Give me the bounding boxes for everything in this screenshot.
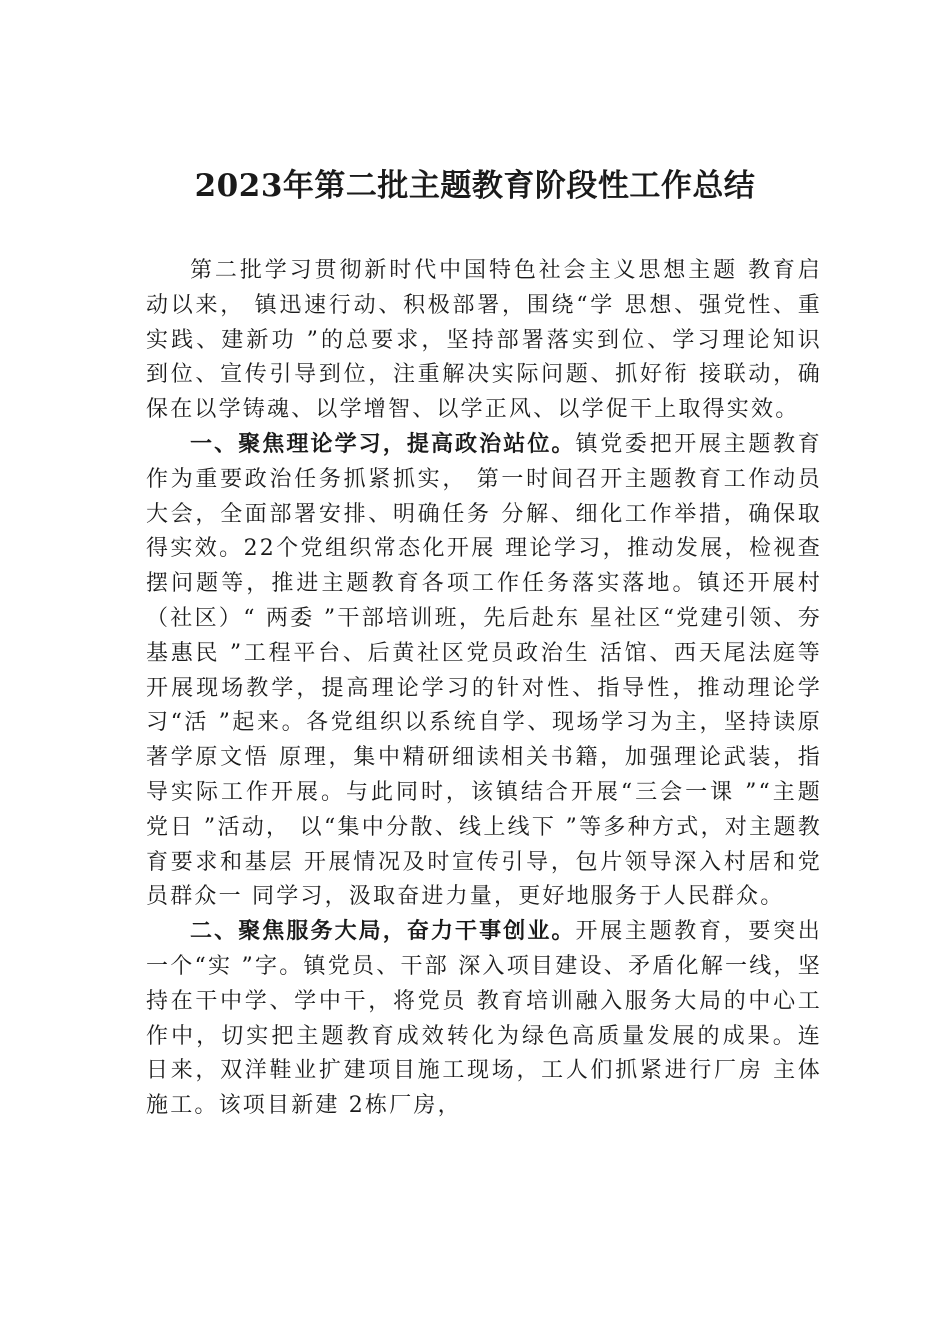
paragraph-text: 第二批学习贯彻新时代中国特色社会主义思想主题 教育启动以来， 镇迅速行动、积极部署，围绕“学 思想、强党性、重实践、建新功 ”的总要求，坚持部署落实到位、学习理论知识到位、宣传引导到位，注重解决实际问题、抓好衔 接联动，确保在以学铸魂、以学增智、以学正风、以学促干上取得实效。: [146, 258, 822, 423]
paragraph-text: 镇党委把开展主题教育作为重要政治任务抓紧抓实， 第一时间召开主题教育工作动员大会，全面部署安排、明确任务 分解、细化工作举措，确保取得实效。22个党组织常态化开展 理论学习，推动发展，检视查摆问题等，推进主题教育各项工作任务落实落地。镇还开展村（社区）“ 两委 ”干部培训班，先后赴东 星社区“党建引领、夯基惠民 ”工程平台、后黄社区党员政治生 活馆、西天尾法庭等开展现场教学，提高理论学习的针对性、指导性，推动理论学习“活 ”起来。各党组织以系统自学、现场学习为主，坚持读原著学原文悟 原理，集中精研细读相关书籍，加强理论武装，指导实际工作开展。与此同时，该镇结合开展“三会一课 ”“主题党日 ”活动， 以“集中分散、线上线下 ”等多种方式，对主题教育要求和基层 开展情况及时宣传引导，包片领导深入村居和党员群众一 同学习，汲取奋进力量，更好地服务于人民群众。: [146, 431, 822, 910]
paragraph-section-1: [146, 428, 822, 915]
paragraph-text: 开展主题教育，要突出一个“实 ”字。镇党员、干部 深入项目建设、矛盾化解一线，坚持在干中学、学中干，将党员 教育培训融入服务大局的中心工作中，切实把主题教育成效转化为绿色高质量发展的成果。连日来，双洋鞋业扩建项目施工现场，工人们抓紧进行厂房 主体施工。该项目新建 2栋厂房，: [146, 919, 822, 1119]
paragraph-section-2: [146, 915, 822, 1124]
document-body: [146, 254, 822, 1124]
document-title: 2023年第二批主题教育阶段性工作总结: [194, 168, 756, 204]
section-heading: 二、聚焦服务大局，奋力干事创业。: [190, 919, 576, 945]
section-heading: 一、聚焦理论学习，提高政治站位。: [190, 431, 576, 457]
paragraph-intro: [146, 254, 822, 428]
